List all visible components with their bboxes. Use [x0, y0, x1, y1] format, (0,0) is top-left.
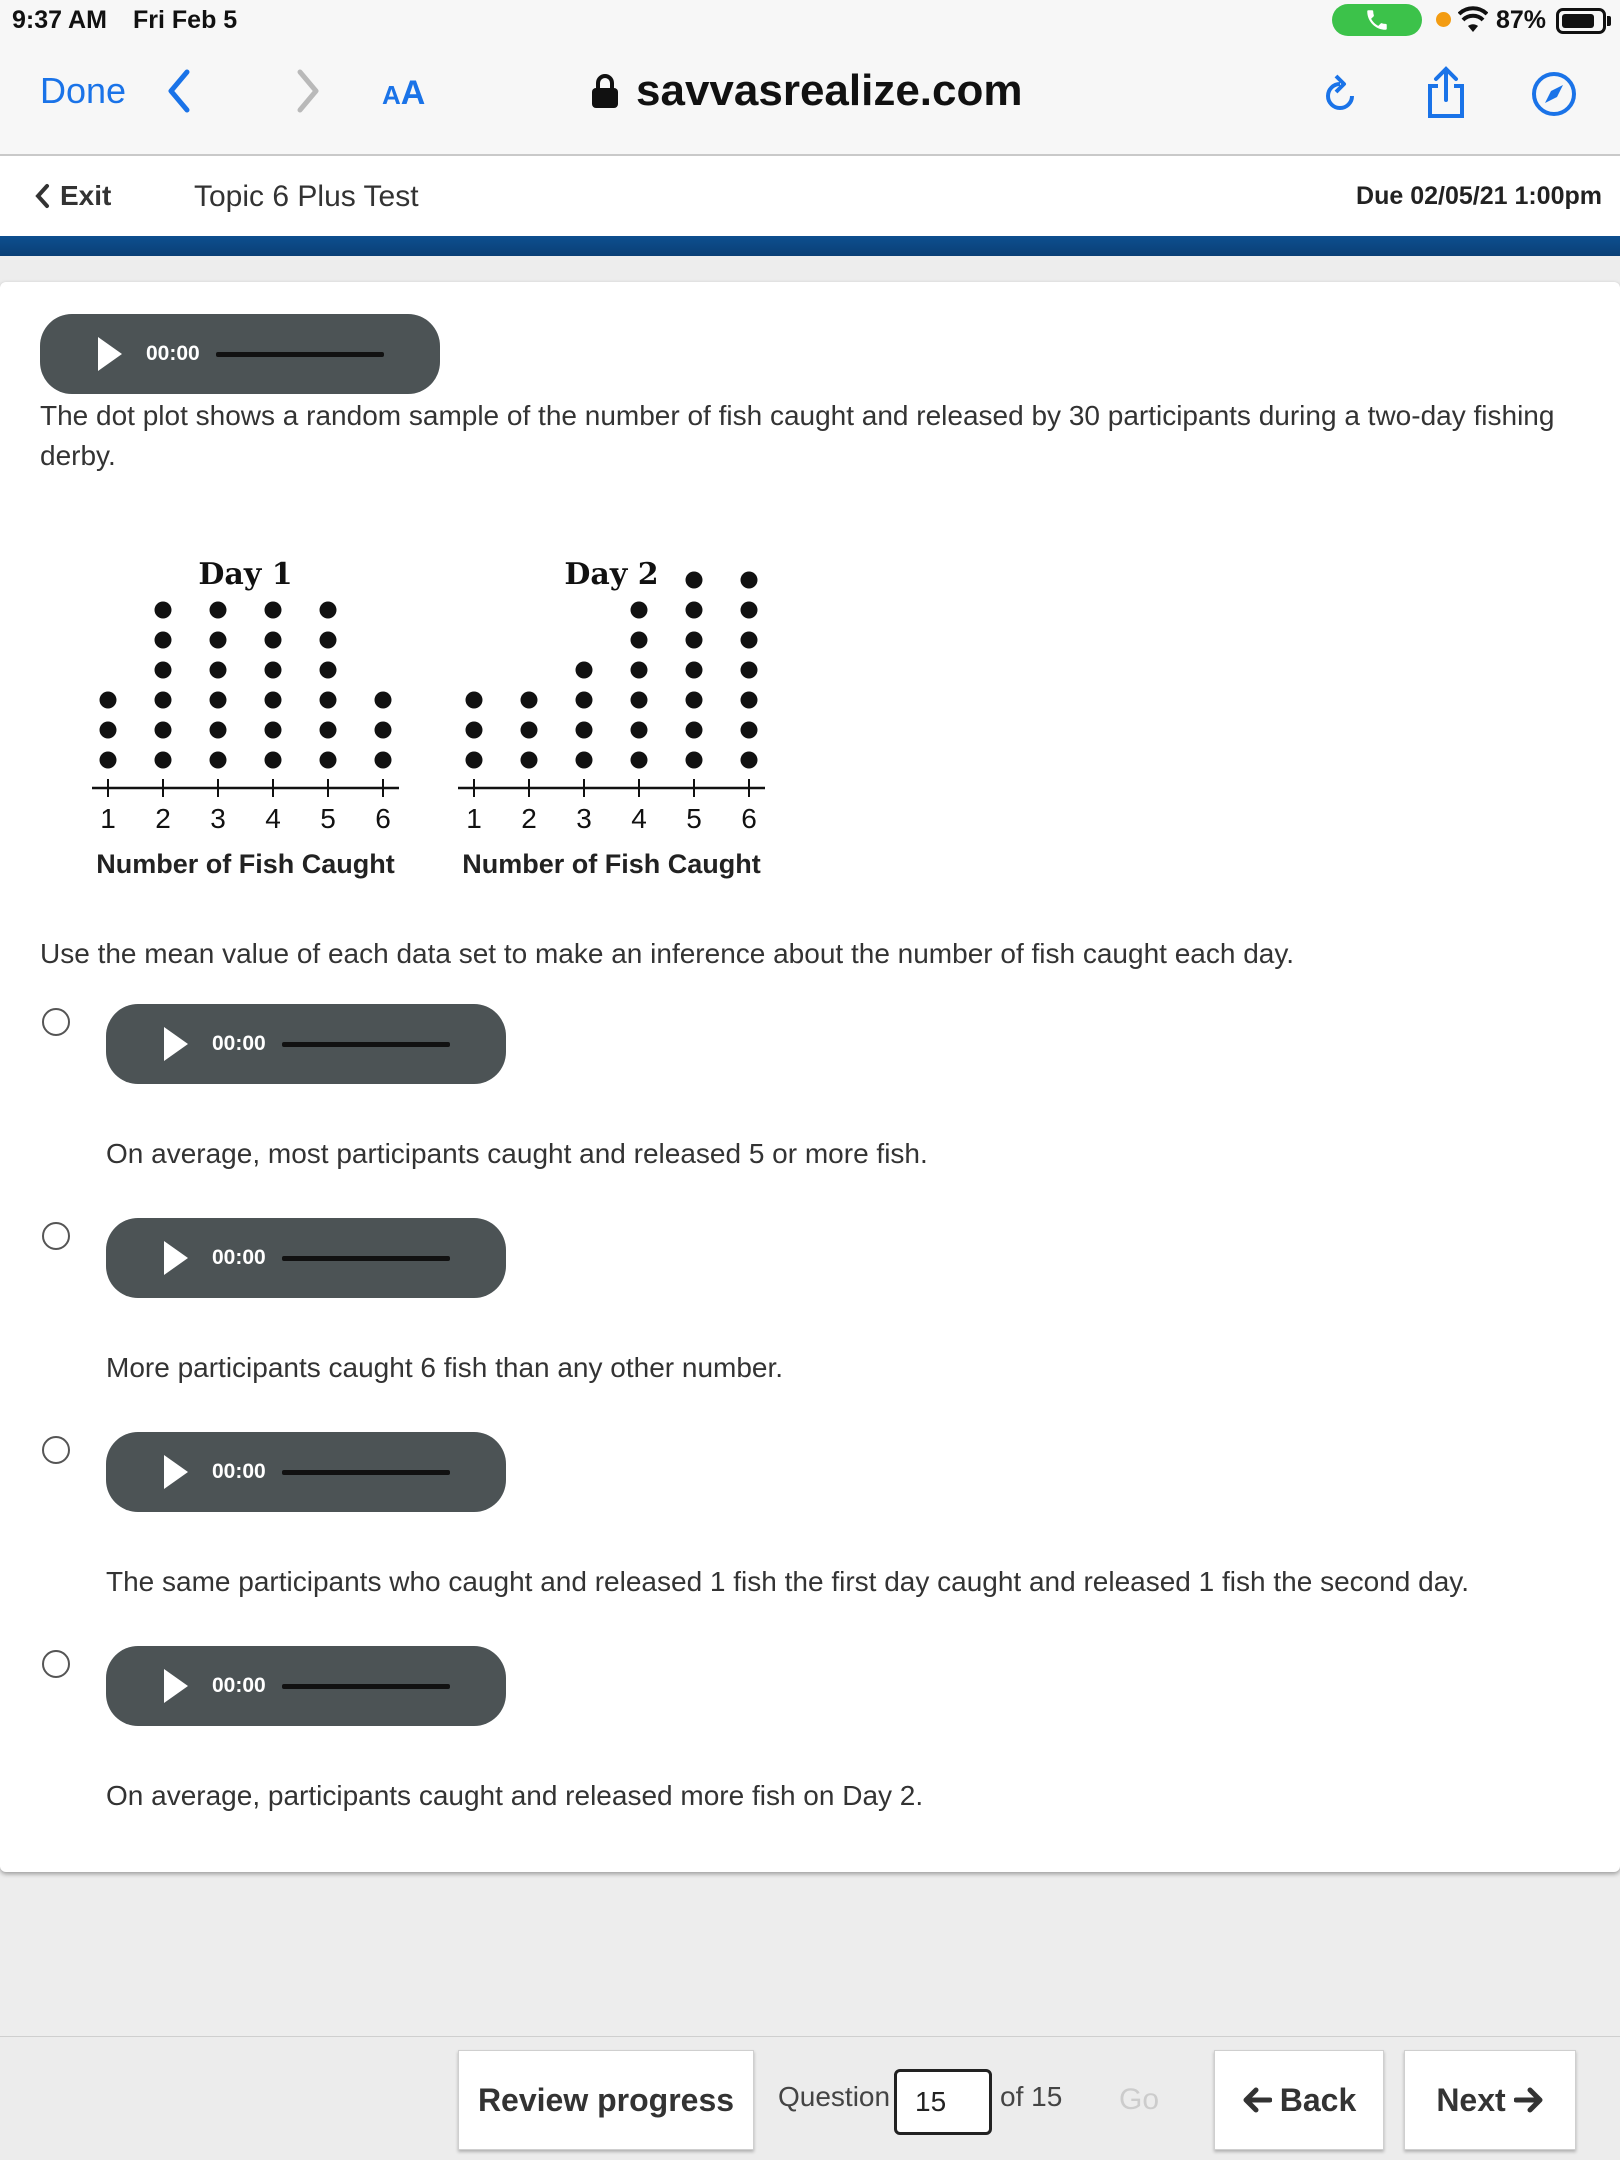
choice-c-audio-player[interactable]	[106, 1432, 506, 1512]
dot-plot-dot	[210, 632, 227, 649]
dot-plot-dot	[466, 722, 483, 739]
share-icon[interactable]	[1424, 66, 1468, 120]
dot-plot-dot	[521, 722, 538, 739]
dot-plot-tick-label: 2	[155, 803, 171, 834]
dot-plot-dot	[576, 752, 593, 769]
dot-plot-dot	[265, 722, 282, 739]
dot-plot-dot	[576, 722, 593, 739]
dot-plot-dot	[741, 692, 758, 709]
dot-plot-dot	[155, 662, 172, 679]
audio-progress-track[interactable]	[282, 1256, 450, 1261]
dot-plot-dot	[576, 692, 593, 709]
text-size-button[interactable]: AA	[382, 74, 426, 112]
question-number-input[interactable]	[894, 2069, 992, 2135]
chevron-left-icon[interactable]	[163, 66, 195, 116]
lock-icon	[590, 72, 620, 110]
dot-plot-dot	[210, 722, 227, 739]
dot-plot-dot	[100, 752, 117, 769]
dot-plot-dot	[686, 572, 703, 589]
dot-plot-dot	[686, 692, 703, 709]
arrow-left-icon	[1242, 2086, 1272, 2114]
dot-plot-dot	[631, 602, 648, 619]
dot-plot-dot	[320, 722, 337, 739]
bottom-nav	[0, 2036, 1620, 2160]
play-icon[interactable]	[98, 337, 122, 371]
url-bar[interactable]	[590, 66, 1023, 116]
dot-plot-dot	[320, 752, 337, 769]
phone-call-icon[interactable]	[1332, 4, 1422, 36]
dot-plot-dot	[686, 632, 703, 649]
play-icon[interactable]	[164, 1669, 188, 1703]
done-button[interactable]: Done	[40, 70, 127, 111]
dot-plot-dot	[631, 692, 648, 709]
choice-a-audio-player[interactable]	[106, 1004, 506, 1084]
dot-plot-dot	[265, 602, 282, 619]
dot-plot-dot	[320, 602, 337, 619]
exit-button[interactable]	[34, 180, 111, 212]
audio-progress-track[interactable]	[216, 352, 384, 357]
mic-indicator-icon	[1436, 12, 1451, 27]
dot-plot-dot	[631, 752, 648, 769]
reload-icon[interactable]	[1320, 72, 1360, 116]
choice-d-text[interactable]: On average, participants caught and released more fish on Day 2.	[106, 1780, 924, 1811]
choice-a-text[interactable]: On average, most participants caught and released 5 or more fish.	[106, 1138, 928, 1169]
dot-plot-dot	[210, 662, 227, 679]
compass-icon[interactable]	[1530, 70, 1578, 118]
audio-time: 00:00	[212, 1674, 266, 1697]
choice-c-text[interactable]: The same participants who caught and released 1 fish the first day caught and released 1 fish the second day.	[106, 1566, 1469, 1597]
dot-plot-tick-label: 4	[265, 803, 281, 834]
go-button[interactable]: Go	[1118, 2083, 1160, 2116]
dot-plot-dot	[631, 662, 648, 679]
battery-percent: 87%	[1496, 6, 1547, 34]
dot-plot-dot	[155, 722, 172, 739]
question-prompt: Use the mean value of each data set to make an inference about the number of fish caught each day.	[40, 938, 1295, 969]
play-icon[interactable]	[164, 1455, 188, 1489]
dot-plot-dot	[576, 662, 593, 679]
dot-plot-dot	[375, 752, 392, 769]
choice-b-audio-player[interactable]	[106, 1218, 506, 1298]
audio-progress-track[interactable]	[282, 1042, 450, 1047]
dot-plot-dot	[155, 752, 172, 769]
dot-plot-tick-label: 1	[100, 803, 116, 834]
dot-plot-dot	[741, 662, 758, 679]
dot-plot-dot	[741, 722, 758, 739]
dot-plot-tick-label: 5	[686, 803, 702, 834]
status-date: Fri Feb 5	[133, 6, 238, 34]
audio-time: 00:00	[212, 1246, 266, 1269]
dot-plot-dot	[631, 632, 648, 649]
arrow-right-icon	[1514, 2086, 1544, 2114]
choice-c-radio[interactable]	[42, 1436, 70, 1464]
dot-plot-tick-label: 3	[210, 803, 226, 834]
dot-plot-dot	[210, 752, 227, 769]
choice-d-radio[interactable]	[42, 1650, 70, 1678]
chevron-left-icon	[34, 183, 50, 209]
wifi-icon	[1458, 6, 1488, 34]
dot-plot-dot	[155, 602, 172, 619]
dot-plot-title: Day 2	[564, 557, 659, 592]
dot-plot-tick-label: 1	[466, 803, 482, 834]
dot-plot-dot	[741, 602, 758, 619]
question-label: Question	[778, 2081, 891, 2112]
dot-plot-title: Day 1	[198, 557, 293, 592]
audio-progress-track[interactable]	[282, 1470, 450, 1475]
status-bar	[0, 0, 1620, 40]
exit-label: Exit	[60, 180, 112, 211]
audio-time: 00:00	[212, 1460, 266, 1483]
dot-plots	[70, 512, 790, 912]
status-time: 9:37 AM	[12, 6, 107, 34]
dot-plot-dot	[155, 692, 172, 709]
dot-plot-tick-label: 6	[375, 803, 391, 834]
audio-player[interactable]	[40, 314, 440, 394]
review-progress-button[interactable]: Review progress	[458, 2050, 754, 2150]
dot-plot-dot	[521, 692, 538, 709]
dot-plot-dot	[686, 662, 703, 679]
browser-toolbar	[0, 40, 1620, 156]
dot-plot-dot	[686, 722, 703, 739]
dot-plot-dot	[741, 752, 758, 769]
dot-plot-dot	[320, 632, 337, 649]
test-header	[0, 156, 1620, 236]
dot-plot-dot	[466, 692, 483, 709]
dot-plot-dot	[375, 722, 392, 739]
audio-progress-track[interactable]	[282, 1684, 450, 1689]
chevron-right-icon[interactable]	[292, 66, 324, 116]
dot-plot-dot	[100, 722, 117, 739]
question-total: of 15	[1000, 2081, 1063, 2112]
audio-time: 00:00	[212, 1032, 266, 1055]
dot-plot-dot	[631, 722, 648, 739]
dot-plot-tick-label: 2	[521, 803, 537, 834]
question-stem: The dot plot shows a random sample of the number of fish caught and released by 30 participants during a two-day fishing derby.	[40, 400, 1555, 471]
url-text: savvasrealize.com	[636, 66, 1023, 115]
dot-plot-dot	[265, 692, 282, 709]
battery-icon	[1556, 8, 1606, 34]
play-icon[interactable]	[164, 1241, 188, 1275]
dot-plot-tick-label: 3	[576, 803, 592, 834]
due-date: Due 02/05/21 1:00pm	[1356, 182, 1602, 210]
audio-time: 00:00	[146, 342, 200, 365]
dot-plot-dot	[100, 692, 117, 709]
dot-plot-tick-label: 6	[741, 803, 757, 834]
test-title: Topic 6 Plus Test	[194, 180, 419, 213]
question-card	[0, 282, 1620, 1872]
dot-plot-dot	[741, 632, 758, 649]
dot-plot-dot	[686, 752, 703, 769]
dot-plot-dot	[521, 752, 538, 769]
play-icon[interactable]	[164, 1027, 188, 1061]
dot-plot-axis-label: Number of Fish Caught	[462, 849, 761, 879]
dot-plot-dot	[741, 572, 758, 589]
dot-plot-dot	[466, 752, 483, 769]
dot-plot-dot	[375, 692, 392, 709]
dot-plot-dot	[155, 632, 172, 649]
dot-plot-dot	[320, 662, 337, 679]
dot-plot-dot	[210, 692, 227, 709]
dot-plot-axis-label: Number of Fish Caught	[96, 849, 395, 879]
next-button[interactable]: Next	[1404, 2050, 1576, 2150]
back-button[interactable]: Back	[1214, 2050, 1384, 2150]
dot-plot-tick-label: 4	[631, 803, 647, 834]
choice-b-radio[interactable]	[42, 1222, 70, 1250]
choice-b-text[interactable]: More participants caught 6 fish than any other number.	[106, 1352, 784, 1383]
dot-plot-dot	[686, 602, 703, 619]
dot-plot-dot	[265, 632, 282, 649]
dot-plot-dot	[265, 662, 282, 679]
dot-plot-dot	[265, 752, 282, 769]
dot-plot-dot	[320, 692, 337, 709]
dot-plot-dot	[210, 602, 227, 619]
choice-a-radio[interactable]	[42, 1008, 70, 1036]
dot-plot-tick-label: 5	[320, 803, 336, 834]
header-accent-bar	[0, 236, 1620, 256]
choice-d-audio-player[interactable]	[106, 1646, 506, 1726]
